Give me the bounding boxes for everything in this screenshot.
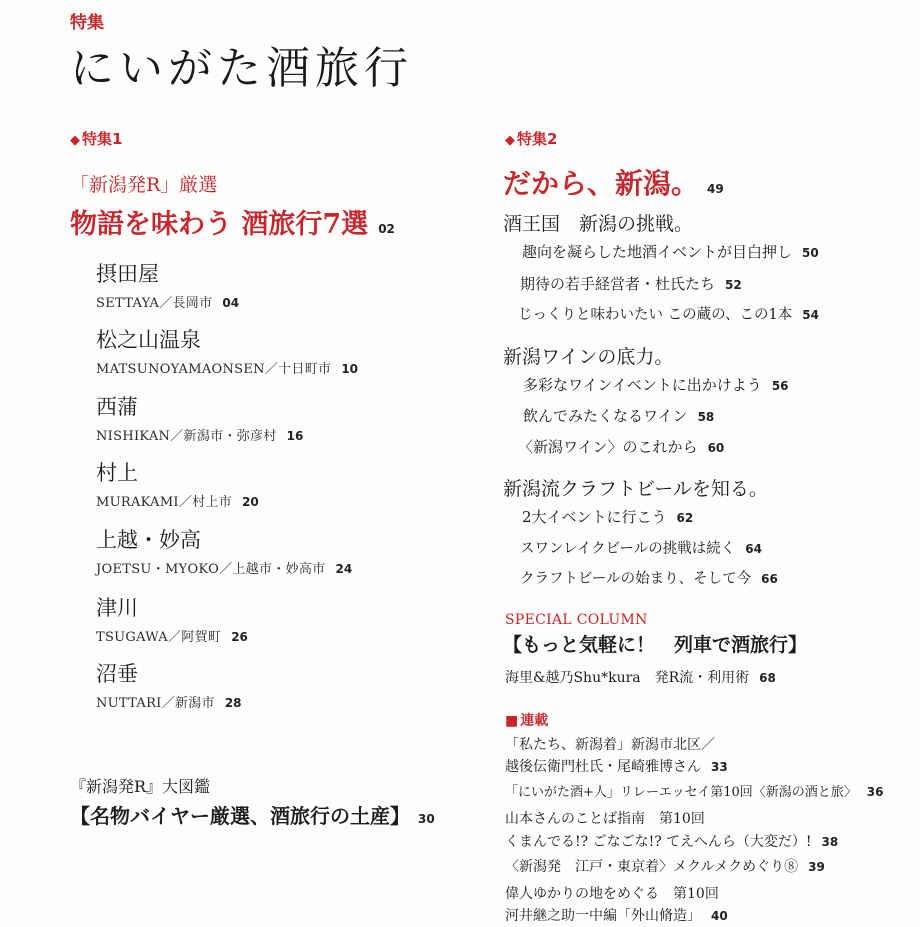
- page-number: 16: [286, 429, 304, 443]
- page-number: 33: [711, 760, 728, 774]
- location-sub: NISHIKAN／新潟市・弥彦村: [96, 429, 277, 444]
- feature1-title-row: [70, 202, 395, 241]
- location-sub: MATSUNOYAMAONSEN／十日町市: [96, 362, 332, 377]
- location-sub: SETTAYA／長岡市: [96, 296, 213, 311]
- item-text: 多彩なワインイベントに出かけよう: [523, 376, 762, 394]
- location-item: [96, 324, 358, 377]
- location-sub: TSUGAWA／阿賀町: [96, 630, 222, 645]
- serial-item: [505, 808, 838, 854]
- list-item: [523, 374, 789, 395]
- serial-line: 「にいがた酒+人」リレーエッセイ第10回〈新潟の酒と旅〉: [505, 785, 857, 800]
- item-text: クラフトビールの始まり、そして今: [520, 571, 752, 587]
- item-text: 飲んでみたくなるワイン: [523, 407, 688, 425]
- item-text: スワンレイクビールの挑戦は続く: [520, 541, 736, 557]
- location-item: [96, 391, 303, 444]
- location-item: [96, 592, 248, 645]
- page-number: 04: [222, 296, 240, 310]
- list-item: [520, 567, 778, 588]
- serial-line: 越後伝衛門杜氏・尾崎雅博さん: [505, 759, 701, 775]
- location-item: [96, 524, 352, 577]
- location-sub: JOETSU・MYOKO／上越市・妙高市: [96, 562, 326, 577]
- location-item: [96, 258, 239, 311]
- page-number: 68: [759, 671, 776, 685]
- serial-eyebrow: [505, 710, 548, 730]
- page-number: 58: [697, 410, 715, 424]
- location-name: 摂田屋: [96, 262, 159, 286]
- list-item: [518, 303, 819, 324]
- serial-label: 連載: [520, 713, 549, 729]
- page-number: 38: [821, 835, 839, 849]
- item-text: 〈新潟ワイン〉のこれから: [518, 438, 698, 456]
- special-column-title: 【もっと気軽に！ 列車で酒旅行】: [503, 634, 808, 656]
- feature2-eyebrow: [505, 128, 557, 149]
- serial-line: 山本さんのことば指南 第10回: [505, 811, 705, 827]
- page-number: 54: [802, 308, 819, 322]
- serial-item: [505, 734, 728, 778]
- location-item: [96, 658, 242, 711]
- serial-line: 〈新潟発 江戸・東京着〉メクルメクめぐり⑧: [505, 859, 799, 875]
- zukan-title: 【名物バイヤー厳選、酒旅行の土産】: [70, 804, 410, 828]
- list-item: [520, 537, 762, 558]
- page-number: 10: [341, 362, 359, 376]
- page-number: 36: [866, 785, 884, 799]
- page-number: 39: [808, 860, 825, 874]
- page-number: 20: [242, 495, 259, 509]
- square-icon: ■: [505, 713, 519, 729]
- page-number: 49: [707, 182, 724, 196]
- serial-item: [505, 883, 728, 927]
- serial-line: 河井継之助一中編「外山脩造」: [505, 908, 701, 924]
- item-text: じっくりと味わいたい この蔵の、この1本: [518, 307, 793, 323]
- feature-label: 特集: [70, 13, 104, 33]
- item-text: 趣向を凝らした地酒イベントが目白押し: [522, 243, 793, 261]
- page-number: 24: [335, 562, 353, 576]
- feature1-title: 物語を味わう 酒旅行7選: [70, 209, 369, 240]
- location-name: 沼垂: [96, 662, 138, 686]
- page-number: 30: [418, 812, 435, 826]
- location-name: 津川: [96, 596, 138, 620]
- serial-line: 偉人ゆかりの地をめぐる 第10回: [505, 886, 719, 902]
- location-name: 松之山温泉: [96, 328, 201, 352]
- location-name: 上越・妙高: [96, 528, 201, 552]
- location-sub: MURAKAMI／村上市: [96, 495, 233, 510]
- page-number: 62: [676, 511, 694, 525]
- feature2-title: だから、新潟。: [503, 167, 700, 200]
- section-heading: 新潟ワインの底力。: [503, 346, 674, 368]
- feature1-subtitle: 「新潟発R」厳選: [70, 174, 218, 196]
- location-name: 西蒲: [96, 395, 138, 419]
- page-number: 50: [802, 246, 819, 260]
- zukan-subtitle: 『新潟発R』大図鑑: [70, 777, 211, 796]
- list-item: [523, 405, 714, 426]
- page-title: にいがた酒旅行: [70, 43, 413, 94]
- serial-line: くまんでる!? ごなごな!? てえへんら（大変だ）!: [505, 834, 812, 850]
- list-item: [522, 241, 819, 262]
- diamond-icon: ◆: [70, 133, 80, 148]
- page-number: 66: [761, 572, 778, 586]
- feature1-eyebrow: [70, 128, 122, 149]
- serial-item: [505, 856, 825, 876]
- item-text: 期待の若手経営者・杜氏たち: [520, 275, 716, 293]
- list-item: [520, 273, 742, 294]
- location-name: 村上: [96, 461, 138, 485]
- location-item: [96, 457, 259, 510]
- feature2-title-row: [503, 162, 724, 202]
- page-number: 60: [707, 441, 725, 455]
- location-sub: NUTTARI／新潟市: [96, 696, 215, 711]
- page-number: 02: [378, 222, 395, 236]
- special-column-sub-row: [505, 667, 776, 687]
- page-number: 64: [745, 542, 762, 556]
- section-heading: 酒王国 新潟の挑戦。: [503, 213, 694, 235]
- page-number: 56: [771, 379, 789, 393]
- page-number: 40: [711, 909, 728, 923]
- page-number: 52: [725, 278, 742, 292]
- zukan-title-row: [70, 800, 435, 829]
- feature1-label: 特集1: [82, 130, 123, 148]
- special-column-sub: 海里&越乃Shu*kura 発R流・利用術: [505, 670, 750, 686]
- special-column-label: SPECIAL COLUMN: [505, 612, 648, 628]
- feature2-label: 特集2: [517, 130, 558, 148]
- serial-line: 「私たち、新潟着」新潟市北区／: [505, 737, 715, 753]
- diamond-icon: ◆: [505, 133, 515, 148]
- list-item: [522, 506, 693, 527]
- page-number: 28: [224, 696, 242, 710]
- serial-item: [505, 781, 884, 800]
- section-heading: 新潟流クラフトビールを知る。: [503, 478, 768, 500]
- list-item: [518, 436, 724, 457]
- page-number: 26: [231, 630, 248, 644]
- item-text: 2大イベントに行こう: [522, 508, 667, 526]
